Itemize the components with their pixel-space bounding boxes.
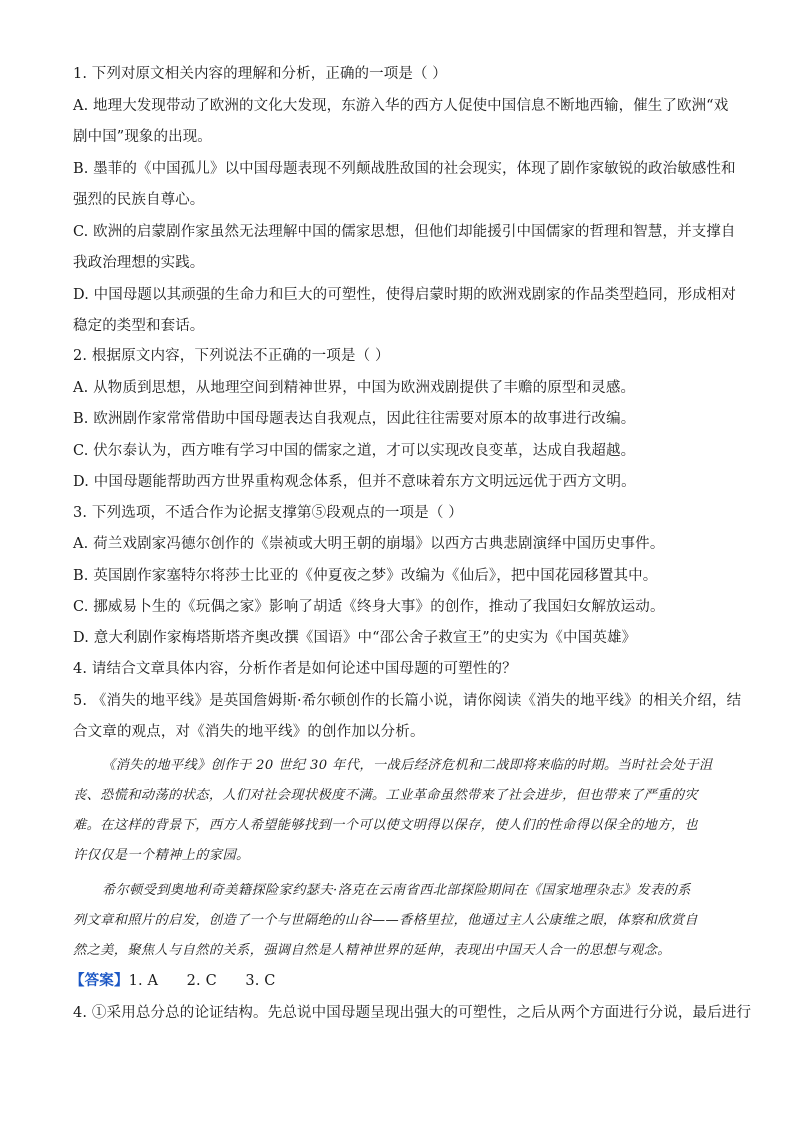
q2-option-c: C. 伏尔泰认为，西方唯有学习中国的儒家之道，才可以实现改良变革，达成自我超越。	[73, 443, 636, 459]
q1-option-b-line1: B. 墨菲的《中国孤儿》以中国母题表现不列颠战胜敌国的社会现实，体现了剧作家敏锐的政治敏感性和	[73, 161, 736, 177]
material-p2-line3: 然之美，聚焦人与自然的关系，强调自然是人精神世界的延伸，表现出中国天人合一的思想与观念。	[73, 943, 671, 958]
q3-option-a: A. 荷兰戏剧家冯德尔创作的《崇祯或大明王朝的崩塌》以西方古典悲剧演绎中国历史事件。	[73, 536, 665, 552]
material-p1-line2: 丧、恐慌和动荡的状态，人们对社会现状极度不满。工业革命虽然带来了社会进步，但也带来了严重的灾	[73, 788, 699, 803]
q1-option-c-line1: C. 欧洲的启蒙剧作家虽然无法理解中国的儒家思想，但他们却能援引中国儒家的哲理和智慧，并支撑自	[73, 224, 736, 240]
material-p2-line1: 希尔顿受到奥地利奇美籍探险家约瑟夫·洛克在云南省西北部探险期间在《国家地理杂志》发表的系	[102, 883, 691, 898]
q3-option-d: D. 意大利剧作家梅塔斯塔齐奥改撰《国语》中“邵公舍子救宣王”的史实为《中国英雄》	[73, 630, 637, 646]
q1-option-b-line2: 强烈的民族自尊心。	[73, 192, 205, 208]
answer-items: 1. A 2. C 3. C	[128, 973, 276, 989]
q3-stem: 3. 下列选项，不适合作为论据支撑第⑤段观点的一项是（ ）	[73, 505, 463, 521]
material-p1-line3: 难。在这样的背景下，西方人希望能够找到一个可以使文明得以保存，使人们的性命得以保全的地方，也	[73, 818, 699, 833]
q3-option-b: B. 英国剧作家塞特尔将莎士比亚的《仲夏夜之梦》改编为《仙后》，把中国花园移置其中。	[73, 568, 658, 584]
q2-option-a: A. 从物质到思想，从地理空间到精神世界，中国为欧洲戏剧提供了丰赡的原型和灵感。	[73, 380, 636, 396]
q1-option-d-line2: 稳定的类型和套话。	[73, 318, 205, 334]
q5-stem-line1: 5. 《消失的地平线》是英国詹姆斯·希尔顿创作的长篇小说，请你阅读《消失的地平线》的相关介绍，结	[73, 693, 742, 709]
material-p1-line1: 《消失的地平线》创作于 20 世纪 30 年代，一战后经济危机和二战即将来临的时期。当时社会处于沮	[102, 758, 713, 773]
q4-stem: 4. 请结合文章具体内容，分析作者是如何论述中国母题的可塑性的？	[73, 661, 517, 677]
q2-option-b: B. 欧洲剧作家常常借助中国母题表达自我观点，因此往往需要对原本的故事进行改编。	[73, 411, 636, 427]
material-p2-line2: 列文章和照片的启发，创造了一个与世隔绝的山谷——香格里拉，他通过主人公康维之眼，体察和欣赏自	[73, 913, 699, 928]
q1-option-a-line2: 剧中国”现象的出现。	[73, 129, 212, 145]
q2-stem: 2. 根据原文内容，下列说法不正确的一项是（ ）	[73, 348, 390, 364]
q3-option-c: C. 挪威易卜生的《玩偶之家》影响了胡适《终身大事》的创作，推动了我国妇女解放运动。	[73, 599, 665, 615]
q1-option-a-line1: A. 地理大发现带动了欧洲的文化大发现，东游入华的西方人促使中国信息不断地西输，催生了欧洲“戏	[73, 98, 729, 114]
q5-stem-line2: 合文章的观点，对《消失的地平线》的创作加以分析。	[73, 724, 425, 740]
answer-q4-line: 4. ①采用总分总的论证结构。先总说中国母题呈现出强大的可塑性，之后从两个方面进行分说，最后进行	[73, 1005, 752, 1021]
q1-stem: 1. 下列对原文相关内容的理解和分析，正确的一项是（ ）	[73, 66, 447, 82]
q1-option-c-line2: 我政治理想的实践。	[73, 255, 205, 271]
material-p1-line4: 许仅仅是一个精神上的家园。	[73, 848, 250, 863]
answer-label: 【答案】	[70, 972, 129, 989]
q1-option-d-line1: D. 中国母题以其顽强的生命力和巨大的可塑性，使得启蒙时期的欧洲戏剧家的作品类型趋同，形成相对	[73, 287, 737, 303]
q2-option-d: D. 中国母题能帮助西方世界重构观念体系，但并不意味着东方文明远远优于西方文明。	[73, 474, 636, 490]
answer-line	[70, 971, 276, 991]
